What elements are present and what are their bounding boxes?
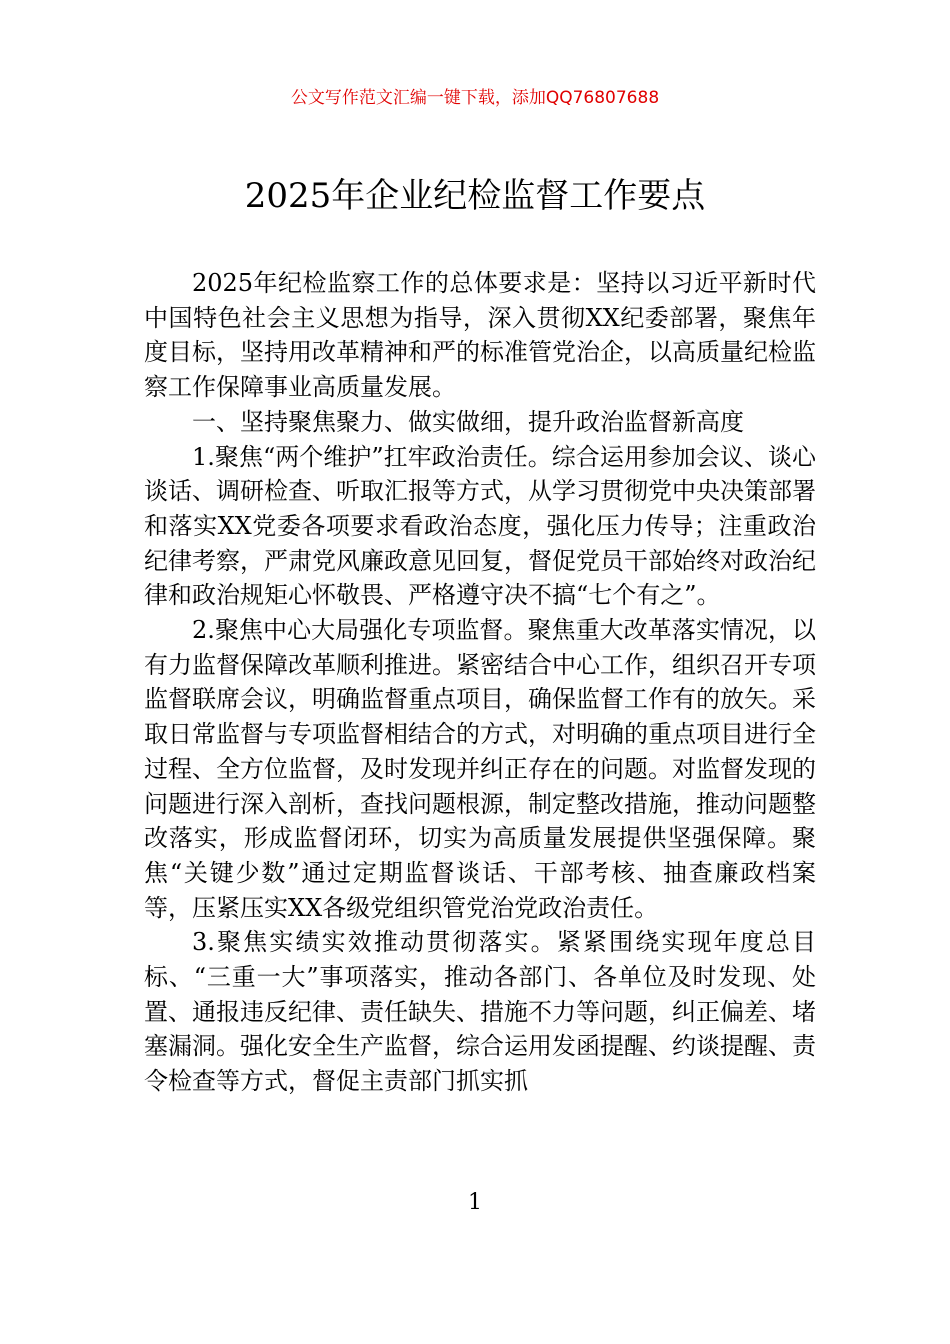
item-paragraph-3: 3.聚焦实绩实效推动贯彻落实。紧紧围绕实现年度总目标、“三重一大”事项落实，推动各部门、各单位及时发现、处置、通报违反纪律、责任缺失、措施不力等问题，纠正偏差、堵塞漏洞。强化安全生产监督，综合运用发函提醒、约谈提醒、责令检查等方式，督促主责部门抓实抓	[144, 928, 816, 1096]
section-heading: 一、坚持聚焦聚力、做实做细，提升政治监督新高度	[192, 407, 744, 436]
item-paragraph-1: 1.聚焦“两个维护”扛牢政治责任。综合运用参加会议、谈心谈话、调研检查、听取汇报等方式，从学习贯彻党中央决策部署和落实XX党委各项要求看政治态度，强化压力传导；注重政治纪律考察，严肃党风廉政意见回复，督促党员干部始终对政治纪律和政治规矩心怀敬畏、严格遵守决不搞“七个有之”。	[144, 442, 816, 610]
download-banner: 公文写作范文汇编一键下载，添加QQ76807688	[290, 88, 660, 108]
item-paragraph-2: 2.聚焦中心大局强化专项监督。聚焦重大改革落实情况，以有力监督保障改革顺利推进。紧密结合中心工作，组织召开专项监督联席会议，明确监督重点项目，确保监督工作有的放矢。采取日常监督与专项监督相结合的方式，对明确的重点项目进行全过程、全方位监督，及时发现并纠正存在的问题。对监督发现的问题进行深入剖析，查找问题根源，制定整改措施，推动问题整改落实，形成监督闭环，切实为高质量发展提供坚强保障。聚焦“关键少数”通过定期监督谈话、干部考核、抽查廉政档案等，压紧压实XX各级党组织管党治党政治责任。	[144, 616, 816, 922]
document-title: 2025年企业纪检监督工作要点	[244, 176, 706, 216]
document-body	[144, 266, 816, 1099]
intro-paragraph: 2025年纪检监察工作的总体要求是：坚持以习近平新时代中国特色社会主义思想为指导，深入贯彻XX纪委部署，聚焦年度目标，坚持用改革精神和严的标准管党治企，以高质量纪检监察工作保障事业高质量发展。	[144, 269, 816, 402]
page-number: 1	[468, 1190, 482, 1215]
